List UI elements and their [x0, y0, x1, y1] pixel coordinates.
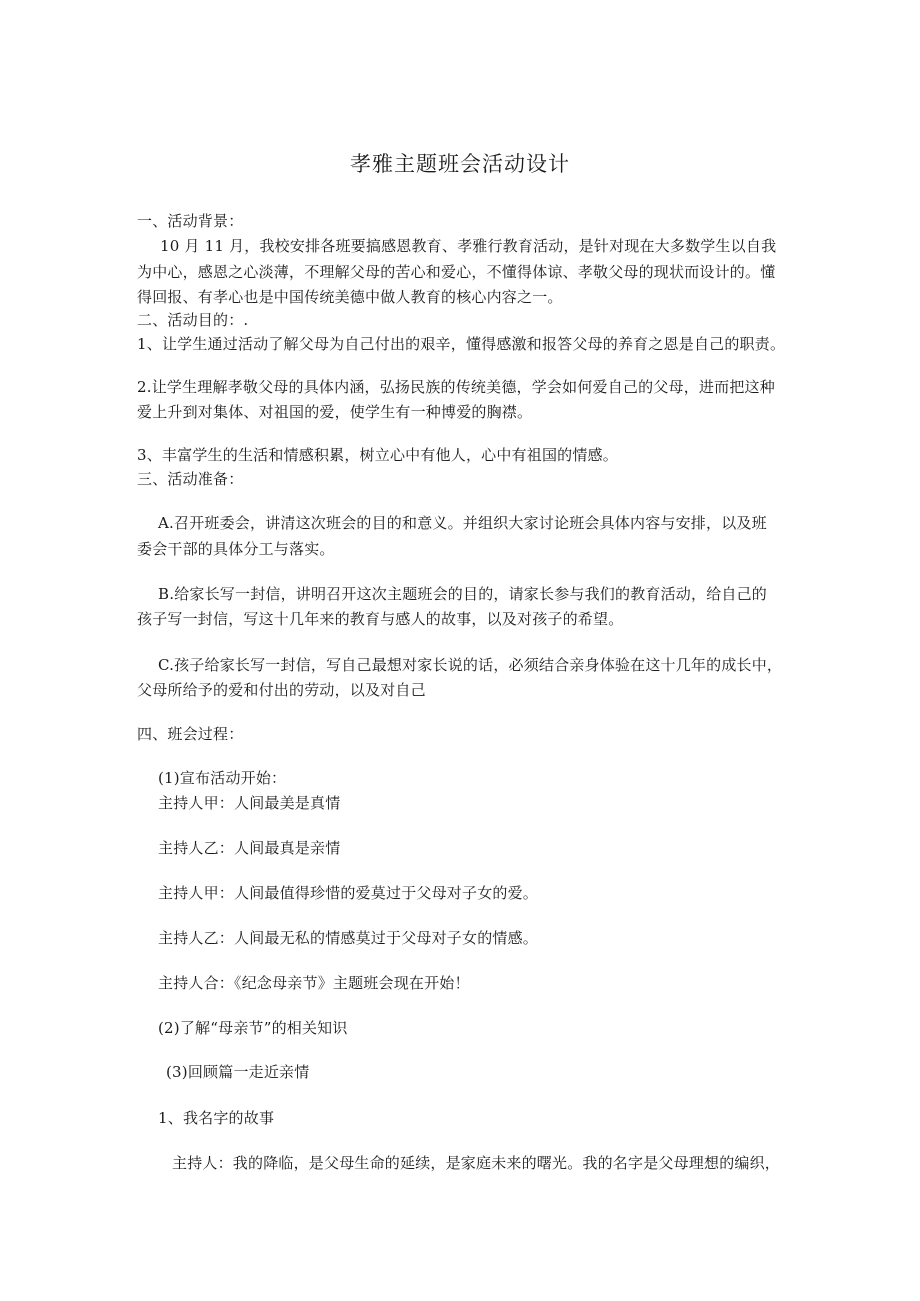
preparation-b-line-1: B.给家长写一封信，讲明召开这次主题班会的目的，请家长参与我们的教育活动，给自己的: [158, 585, 767, 603]
purpose-item-2-line-1: 2.让学生理解孝敬父母的具体内涵，弘扬民族的传统美德，学会如何爱自己的父母，进而把这种: [137, 378, 775, 396]
background-paragraph-line-2: 为中心，感恩之心淡薄，不理解父母的苦心和爱心，不懂得体谅、孝敬父母的现状而设计的。懂: [137, 263, 776, 281]
preparation-b-line-2: 孩子写一封信，写这十几年来的教育与感人的故事，以及对孩子的希望。: [137, 610, 624, 628]
preparation-a-line-1: A.召开班委会，讲清这次班会的目的和意义。并组织大家讨论班会具体内容与安排，以及班: [158, 514, 767, 532]
purpose-item-1: 1、让学生通过活动了解父母为自己付出的艰辛，懂得感激和报答父母的养育之恩是自己的职责。: [137, 335, 786, 353]
host-line-together: 主持人合：《纪念母亲节》主题班会现在开始！: [158, 974, 470, 992]
host-line-b-1: 主持人乙：人间最真是亲情: [158, 839, 341, 857]
story-paragraph-line-1: 主持人：我的降临，是父母生命的延续，是家庭未来的曙光。我的名字是父母理想的编织，: [172, 1154, 781, 1172]
preparation-a-line-2: 委会干部的具体分工与落实。: [137, 540, 335, 558]
section-heading-background: 一、活动背景：: [137, 212, 244, 230]
preparation-c-line-2: 父母所给予的爱和付出的劳动，以及对自己: [137, 681, 426, 699]
process-step-1: (1)宣布活动开始：: [158, 769, 287, 787]
host-line-b-2: 主持人乙：人间最无私的情感莫过于父母对子女的情感。: [158, 929, 539, 947]
host-line-a-1: 主持人甲：人间最美是真情: [158, 794, 341, 812]
purpose-item-3: 3、丰富学生的生活和情感积累，树立心中有他人，心中有祖国的情感。: [137, 446, 618, 464]
host-line-a-2: 主持人甲：人间最值得珍惜的爱莫过于父母对子女的爱。: [158, 884, 539, 902]
process-step-3: (3)回顾篇一走近亲情: [166, 1063, 310, 1081]
section-heading-process: 四、班会过程：: [137, 725, 244, 743]
story-heading: 1、我名字的故事: [158, 1109, 275, 1127]
section-heading-preparation: 三、活动准备：: [137, 470, 244, 488]
background-paragraph-line-3: 得回报、有孝心也是中国传统美德中做人教育的核心内容之一。: [137, 288, 563, 306]
background-paragraph-line-1: 10 月 11 月，我校安排各班要搞感恩教育、孝雅行教育活动，是针对现在大多数学生以自我: [160, 237, 777, 255]
purpose-item-2-line-2: 爱上升到对集体、对祖国的爱，使学生有一种博爱的胸襟。: [137, 403, 533, 421]
process-step-2: (2)了解“母亲节”的相关知识: [158, 1019, 348, 1037]
document-title: 孝雅主题班会活动设计: [350, 152, 570, 176]
section-heading-purpose: 二、活动目的：.: [137, 311, 249, 329]
preparation-c-line-1: C.孩子给家长写一封信，写自己最想对家长说的话，必须结合亲身体验在这十几年的成长中，: [158, 656, 783, 674]
